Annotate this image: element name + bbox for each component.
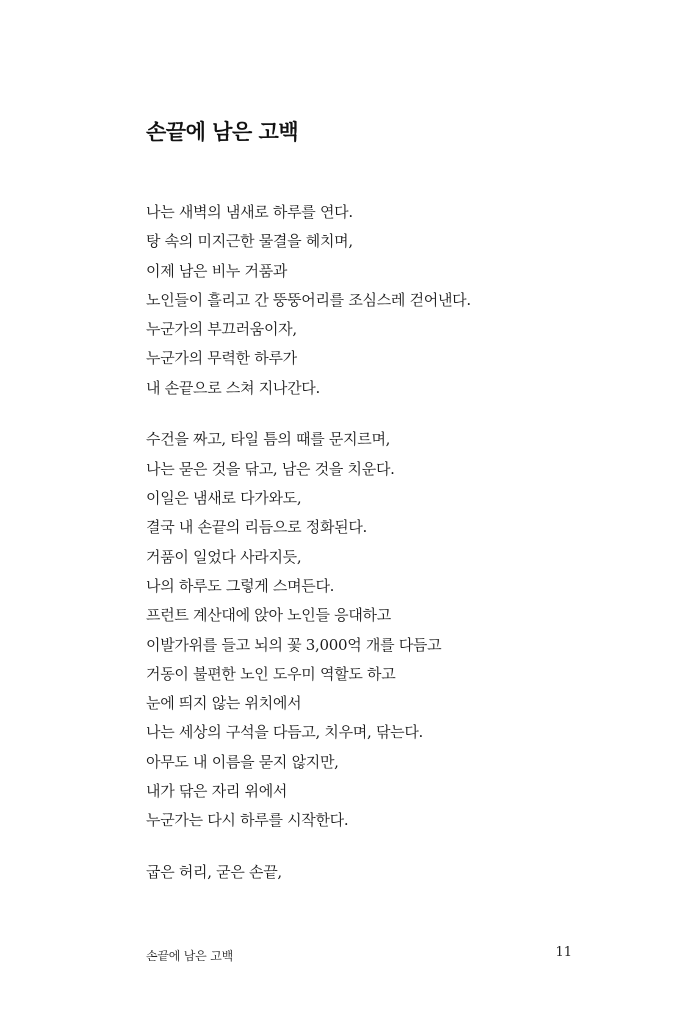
poem-line: 이일은 냄새로 다가와도, (146, 489, 302, 508)
poem-line: 누군가의 부끄러움이자, (146, 320, 297, 339)
poem-line: 수건을 짜고, 타일 틈의 때를 문지르며, (146, 430, 391, 449)
poem-line: 눈에 띄지 않는 위치에서 (146, 694, 302, 713)
page-number: 11 (555, 945, 572, 960)
poem-line: 나는 세상의 구석을 다듬고, 치우며, 닦는다. (146, 723, 423, 742)
poem-line: 내가 닦은 자리 위에서 (146, 782, 288, 801)
poem-line: 거품이 일었다 사라지듯, (146, 547, 302, 566)
poem-line: 노인들이 흘리고 간 뚱뚱어리를 조심스레 걷어낸다. (146, 290, 471, 309)
poem-line: 누군가는 다시 하루를 시작한다. (146, 811, 349, 830)
poem-line: 내 손끝으로 스쳐 지나간다. (146, 378, 320, 397)
poem-line: 탕 속의 미지근한 물결을 헤치며, (146, 232, 353, 251)
poem-stanza (146, 198, 646, 403)
poem-line: 누군가의 무력한 하루가 (146, 349, 297, 368)
poem-line: 이제 남은 비누 거품과 (146, 261, 288, 280)
poem-line: 프런트 계산대에 앉아 노인들 응대하고 (146, 606, 391, 625)
poem-line: 나는 새벽의 냄새로 하루를 연다. (146, 203, 353, 221)
poem-body (146, 198, 646, 910)
poem-stanza (146, 858, 646, 887)
running-footer-title: 손끝에 남은 고백 (146, 949, 233, 963)
poem-line: 이발가위를 들고 뇌의 꽃 3,000억 개를 다듬고 (146, 635, 442, 654)
poem-line: 결국 내 손끝의 리듬으로 정화된다. (146, 518, 368, 537)
poem-line: 나의 하루도 그렇게 스며든다. (146, 576, 335, 595)
poem-line: 거동이 불편한 노인 도우미 역할도 하고 (146, 664, 396, 683)
poem-line: 아무도 내 이름을 묻지 않지만, (146, 752, 339, 771)
poem-title: 손끝에 남은 고백 (146, 120, 299, 144)
poem-line: 나는 묻은 것을 닦고, 남은 것을 치운다. (146, 459, 395, 478)
poem-stanza (146, 425, 646, 835)
poem-line: 굽은 허리, 굳은 손끝, (146, 863, 282, 882)
